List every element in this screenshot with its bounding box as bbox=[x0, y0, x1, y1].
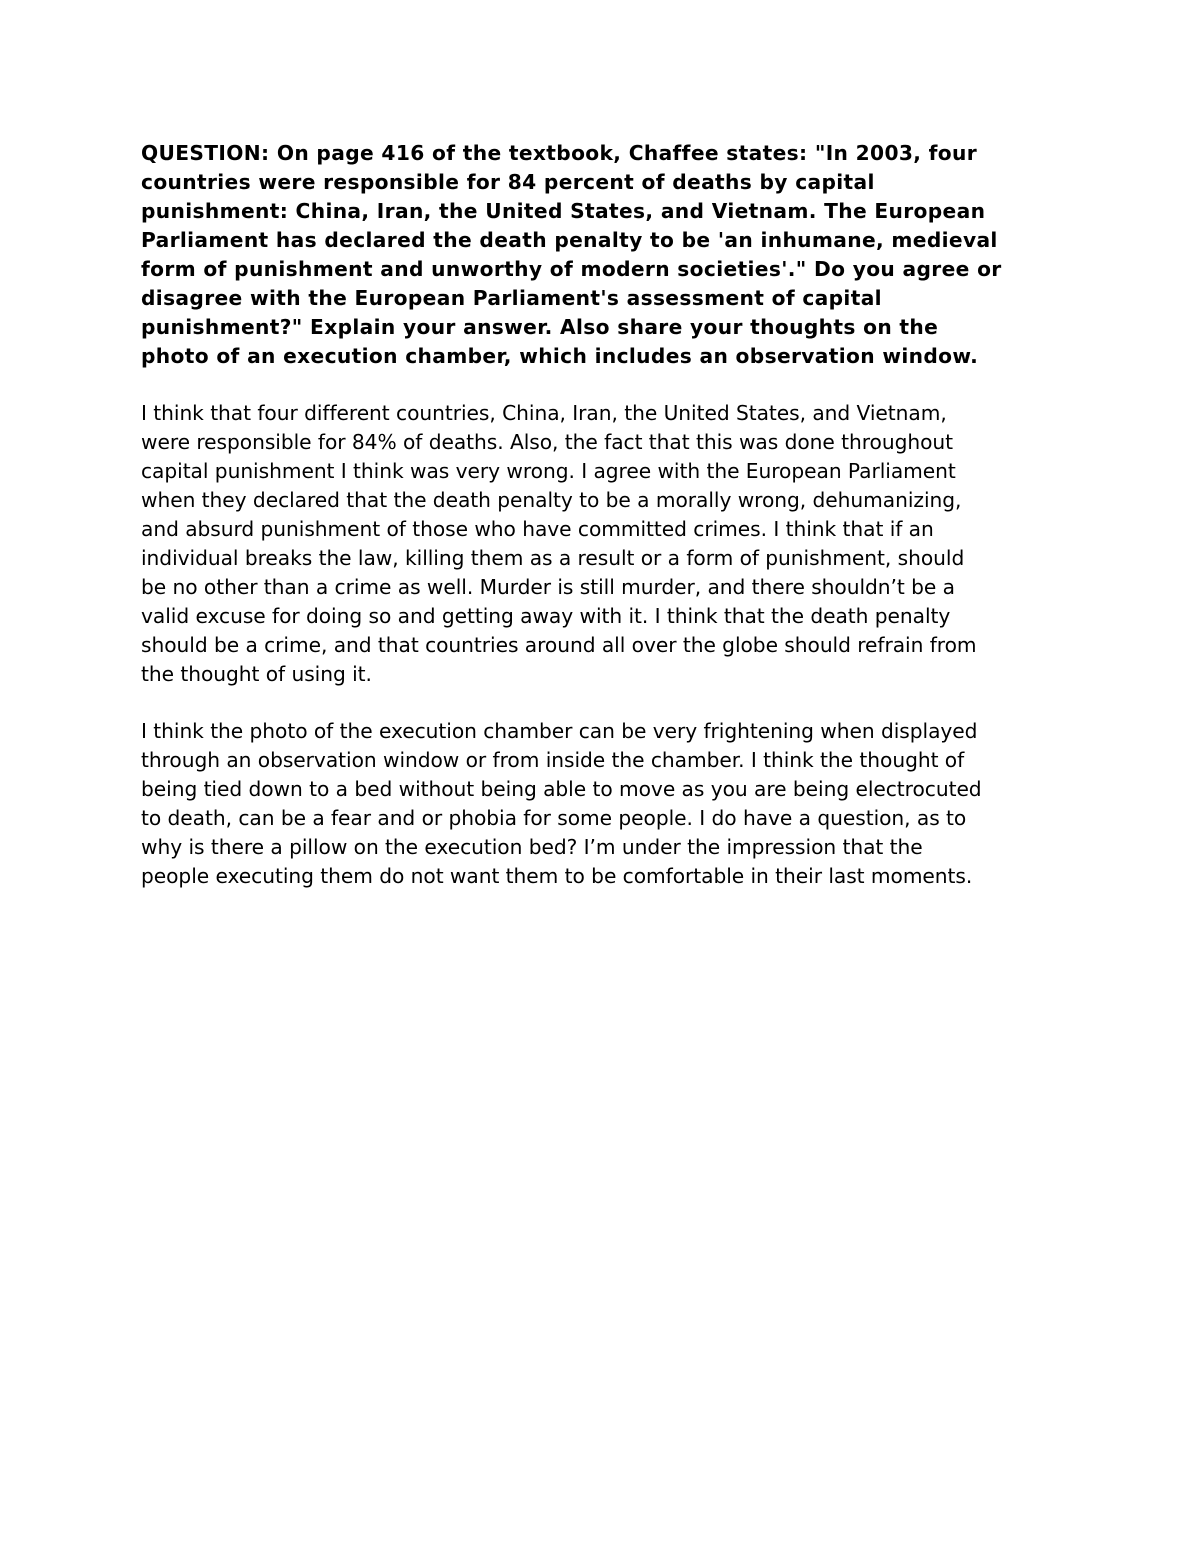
question-line: disagree with the European Parliament's assessment of capital bbox=[141, 286, 882, 310]
question-line: photo of an execution chamber, which includes an observation window. bbox=[141, 344, 979, 368]
paragraph-line: and absurd punishment of those who have committed crimes. I think that if an bbox=[141, 517, 934, 541]
paragraph-line: capital punishment I think was very wrong. I agree with the European Parliament bbox=[141, 459, 956, 483]
paragraph-line: be no other than a crime as well. Murder is still murder, and there shouldn’t be a bbox=[141, 575, 955, 599]
question-line: QUESTION: On page 416 of the textbook, Chaffee states: "In 2003, four bbox=[141, 141, 978, 165]
paragraph-line: were responsible for 84% of deaths. Also, the fact that this was done throughout bbox=[141, 430, 954, 454]
paragraph-line: people executing them do not want them to be comfortable in their last moments. bbox=[141, 864, 973, 888]
paragraph-line: why is there a pillow on the execution bed? I’m under the impression that the bbox=[141, 835, 923, 859]
answer-paragraph-2 bbox=[141, 717, 1061, 891]
paragraph-line: valid excuse for doing so and getting away with it. I think that the death penalty bbox=[141, 604, 951, 628]
question-line: punishment: China, Iran, the United States, and Vietnam. The European bbox=[141, 199, 986, 223]
paragraph-line: being tied down to a bed without being able to move as you are being electrocuted bbox=[141, 777, 982, 801]
question-paragraph bbox=[141, 139, 1061, 371]
paragraph-line: I think that four different countries, China, Iran, the United States, and Vietnam, bbox=[141, 401, 947, 425]
question-line: Parliament has declared the death penalty to be 'an inhumane, medieval bbox=[141, 228, 998, 252]
question-line: countries were responsible for 84 percent of deaths by capital bbox=[141, 170, 875, 194]
paragraph-line: should be a crime, and that countries around all over the globe should refrain from bbox=[141, 633, 977, 657]
answer-paragraph-1 bbox=[141, 399, 1061, 689]
question-line: form of punishment and unworthy of modern societies'." Do you agree or bbox=[141, 257, 1002, 281]
paragraph-line: through an observation window or from inside the chamber. I think the thought of bbox=[141, 748, 965, 772]
paragraph-line: I think the photo of the execution chamber can be very frightening when displayed bbox=[141, 719, 978, 743]
paragraph-line: the thought of using it. bbox=[141, 662, 372, 686]
paragraph-line: to death, can be a fear and or phobia for some people. I do have a question, as to bbox=[141, 806, 967, 830]
question-line: punishment?" Explain your answer. Also share your thoughts on the bbox=[141, 315, 939, 339]
paragraph-line: individual breaks the law, killing them as a result or a form of punishment, should bbox=[141, 546, 965, 570]
document-body bbox=[141, 139, 1061, 919]
paragraph-line: when they declared that the death penalty to be a morally wrong, dehumanizing, bbox=[141, 488, 962, 512]
